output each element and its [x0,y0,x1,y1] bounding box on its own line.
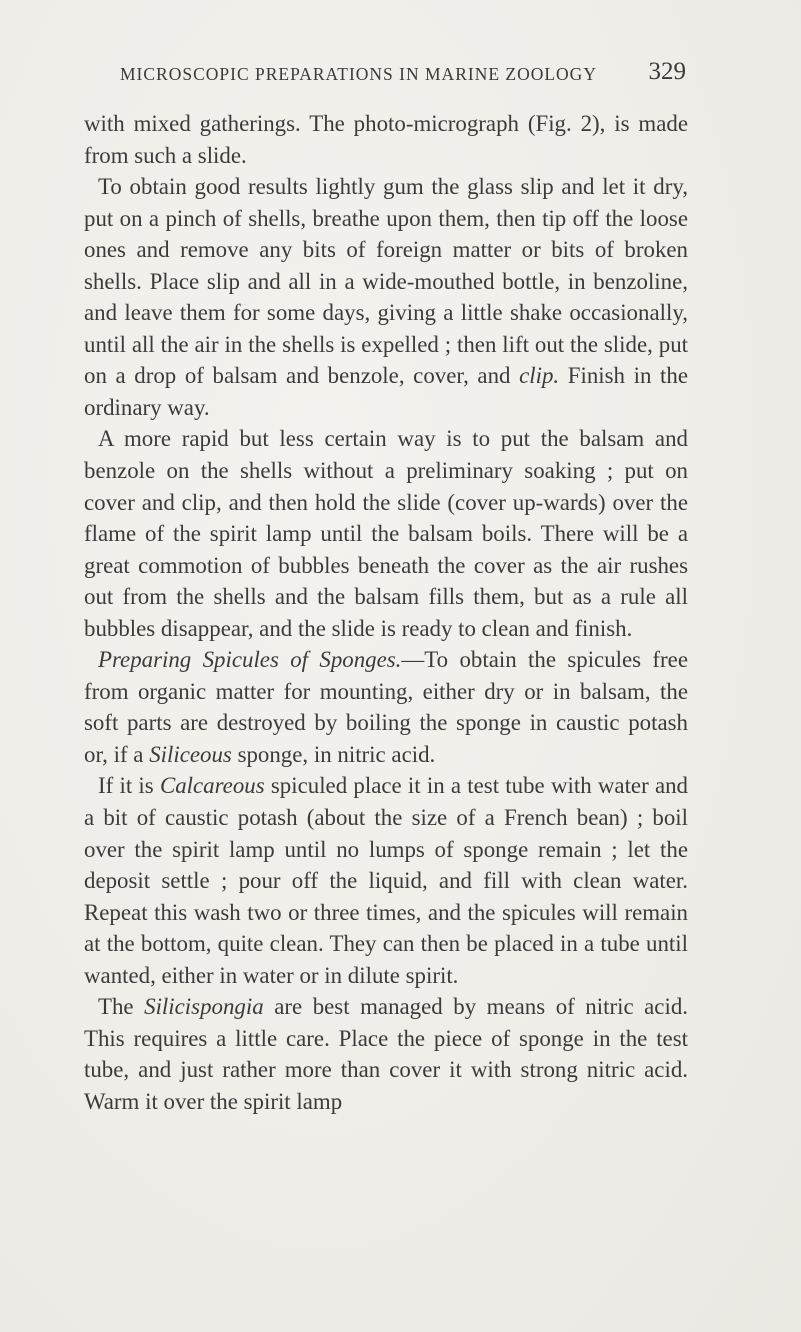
page-number: 329 [648,58,686,85]
italic-clip: clip. [519,363,560,389]
paragraph-preparing-spicules: Preparing Spicules of Sponges.—To obtain the spicules free from organic matter for mounting, either dry or in balsam, the soft parts are destroyed by boiling the sponge in caustic potash or, if a Siliceous sponge, in nitric acid. [84,647,688,767]
paragraph-silicispongia: The Silicispongia are best managed by means of nitric acid. This requires a little care. Place the piece of sponge in the test tube, and just rather more than cover it with strong nitric acid. Warm it over the spirit lamp [84,994,688,1114]
italic-calcareous: Calcareous [159,773,265,799]
italic-silicispongia: Silicispongia [144,994,264,1020]
section-heading-preparing-spicules: Preparing Spicules of Sponges. [98,647,402,673]
paragraph-calcareous: If it is Calcareous spiculed place it in a test tube with water and a bit of caustic potash (about the size of a French bean) ; boil over the spirit lamp until no lumps of sponge remain ; let the deposit settle ; pour off the liquid, and fill with clean water. Repeat this wash two or three times, and the spicules will remain at the bottom, quite clean. They can then be placed in a tube until wanted, either in water or in dilute spirit. [84,773,688,988]
italic-siliceous: Siliceous [149,741,232,767]
running-title: MICROSCOPIC PREPARATIONS IN MARINE ZOOLOGY [120,64,597,84]
paragraph-good-results: To obtain good results lightly gum the glass slip and let it dry, put on a pinch of shells, breathe upon them, then tip off the loose ones and remove any bits of foreign matter or bits of broken shells. Place slip and all in a wide-mouthed bottle, in benzoline, and leave them for some days, giving a little shake occasionally, until all the air in the shells is expelled ; then lift out the slide, put on a drop of balsam and benzole, cover, and clip. Finish in the ordinary way. [84,174,688,420]
paragraph-rapid-method: A more rapid but less certain way is to put the balsam and benzole on the shells without a preliminary soaking ; put on cover and clip, and then hold the slide (cover up-wards) over the flame of the spirit lamp until the balsam boils. There will be a great commotion of bubbles beneath the cover as the air rushes out from the shells and the balsam fills them, but as a rule all bubbles disappear, and the slide is ready to clean and finish. [84,426,688,641]
body-text [84,108,688,1118]
page-header [120,58,686,85]
paragraph-continued: with mixed gatherings. The photo-micrograph (Fig. 2), is made from such a slide. [84,111,688,168]
